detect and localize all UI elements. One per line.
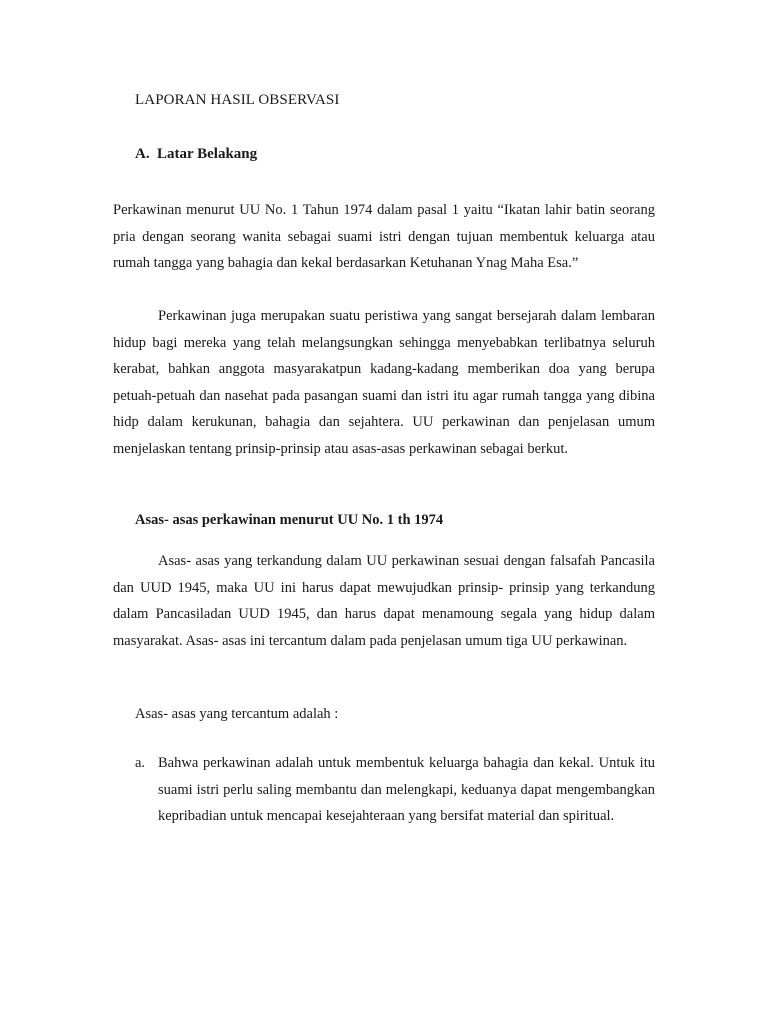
paragraph-definition: Perkawinan menurut UU No. 1 Tahun 1974 dalam pasal 1 yaitu “Ikatan lahir batin seorang pria dengan seorang wanita sebagai suami istri dengan tujuan membentuk keluarga atau rumah tangga yang bahagia dan kekal berdasarkan Ketuhanan Ynag Maha Esa.” — [113, 202, 655, 271]
list-item — [135, 750, 655, 830]
list-item-text: Bahwa perkawinan adalah untuk membentuk keluarga bahagia dan kekal. Untuk itu suami istri perlu saling membantu dan melengkapi, keduanya dapat mengembangkan kepribadian untuk mencapai kesejahteraan yang bersifat material dan spiritual. — [158, 755, 655, 824]
asas-heading: Asas- asas perkawinan menurut UU No. 1 th 1974 — [135, 512, 444, 528]
paragraph-event: Perkawinan juga merupakan suatu peristiwa yang sangat bersejarah dalam lembaran hidup bagi mereka yang telah melangsungkan sehingga menyebabkan terlibatnya seluruh kerabat, bahkan anggota masyarakatpun kadang-kadang memberikan doa yang berupa petuah-petuah dan nasehat pada pasangan suami dan istri itu agar rumah tangga yang dibina hidp dalam kerukunan, bahagia dan sejahtera. UU perkawinan dan penjelasan umum menjelaskan tentang prinsip-prinsip atau asas-asas perkawinan sebagai berkut. — [113, 308, 655, 457]
section-marker: A. — [135, 146, 150, 162]
document-title: LAPORAN HASIL OBSERVASI — [135, 92, 340, 108]
section-heading-text: Latar Belakang — [157, 146, 258, 162]
paragraph-asas: Asas- asas yang terkandung dalam UU perkawinan sesuai dengan falsafah Pancasila dan UUD 1945, maka UU ini harus dapat mewujudkan prinsip- prinsip yang terkandung dalam Pancasiladan UUD 1945, dan harus dapat menamoung segala yang hidup dalam masyarakat. Asas- asas ini tercantum dalam pada penjelasan umum tiga UU perkawinan. — [113, 553, 655, 649]
section-heading-latar-belakang — [135, 146, 257, 163]
list-intro: Asas- asas yang tercantum adalah : — [135, 706, 339, 722]
list-item-marker: a. — [135, 755, 146, 771]
